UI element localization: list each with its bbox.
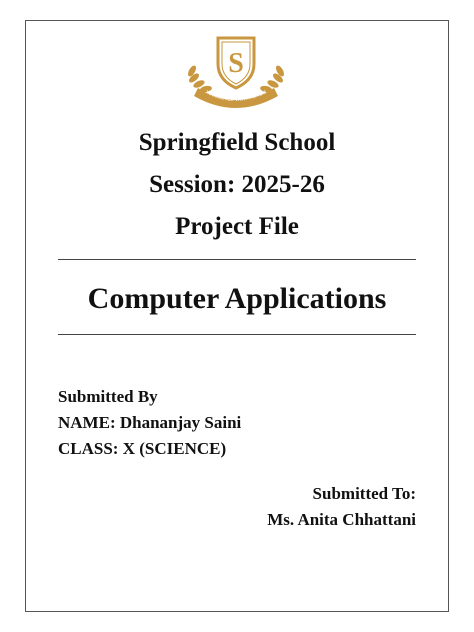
logo-monogram: S [228, 48, 244, 79]
teacher-name: Ms. Anita Chhattani [267, 510, 416, 529]
laurel-right-icon [260, 64, 286, 93]
school-crest-logo [180, 34, 292, 108]
student-class: CLASS: X (SCIENCE) [58, 439, 227, 458]
logo-motto: XCELLENCE WITH HONOU [204, 89, 268, 104]
submitted-by-section [58, 384, 241, 462]
submitted-to-heading: Submitted To: [312, 484, 416, 503]
session-label: Session: 2025-26 [149, 171, 325, 198]
divider-bottom [58, 334, 416, 335]
submitted-to-section [267, 481, 416, 533]
school-name: Springfield School [138, 129, 336, 156]
document-type: Project File [175, 213, 299, 240]
submitted-by-heading: Submitted By [58, 387, 158, 406]
laurel-left-icon [186, 64, 212, 93]
subject-title: Computer Applications [87, 282, 387, 315]
divider-top [58, 259, 416, 260]
student-name: NAME: Dhananjay Saini [58, 413, 242, 432]
